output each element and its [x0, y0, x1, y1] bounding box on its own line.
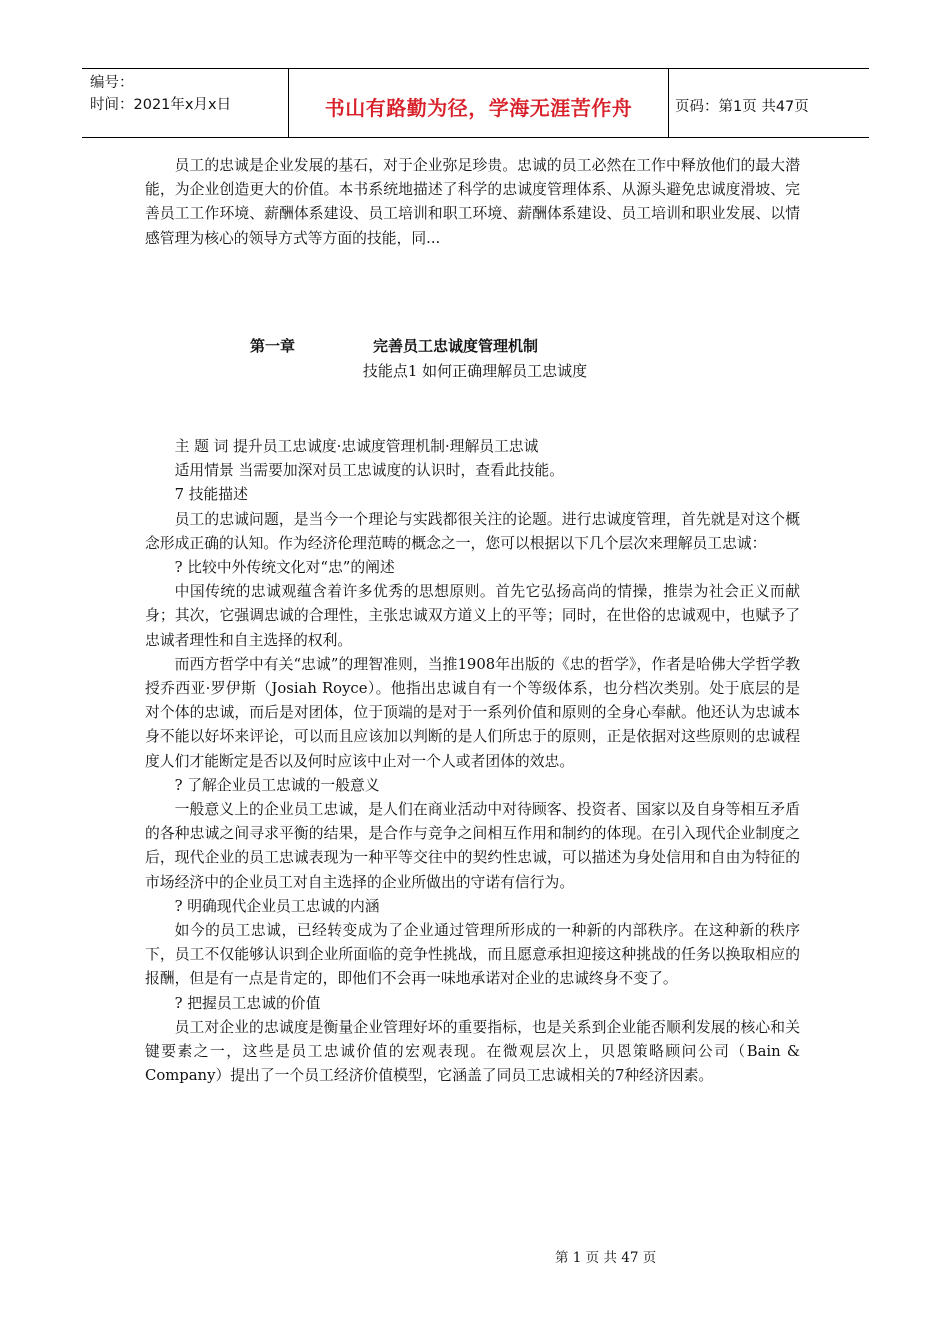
- intro-paragraph: 员工的忠诚是企业发展的基石，对于企业弥足珍贵。忠诚的员工必然在工作中释放他们的最大潜能，为企业创造更大的价值。本书系统地描述了科学的忠诚度管理体系、从源头避免忠诚度滑坡、完善员工工作环境、薪酬体系建设、员工培训和职工环境、薪酬体系建设、员工培训和职业发展、以情感管理为核心的领导方式等方面的技能，同...: [145, 157, 800, 247]
- document-time-label: 时间：2021年x月x日: [90, 97, 232, 113]
- document-number-label: 编号：: [90, 75, 134, 91]
- section-heading: ? 明确现代企业员工忠诚的内涵: [174, 897, 380, 915]
- section-heading: ? 了解企业员工忠诚的一般意义: [174, 776, 380, 794]
- skill-description-heading: 7 技能描述: [174, 486, 248, 504]
- section-heading: ? 把握员工忠诚的价值: [174, 994, 321, 1012]
- intro-section: [145, 154, 800, 251]
- body-paragraph: 如今的员工忠诚，已经转变成为了企业通过管理所形成的一种新的内部秩序。在这种新的秩序下，员工不仅能够认识到企业所面临的竞争性挑战，而且愿意承担迎接这种挑战的任务以换取相应的报酬，但是有一点是肯定的，即他们不会再一味地承诺对企业的忠诚终身不变了。: [145, 922, 800, 988]
- chapter-heading: [0, 335, 950, 359]
- skill-heading: 技能点1 如何正确理解员工忠诚度: [362, 362, 588, 380]
- keywords-line: 主 题 词 提升员工忠诚度·忠诚度管理机制·理解员工忠诚: [174, 438, 539, 455]
- body-paragraph: 员工对企业的忠诚度是衡量企业管理好坏的重要指标，也是关系到企业能否顺利发展的核心和关键要素之一，这些是员工忠诚价值的宏观表现。在微观层次上，贝恩策略顾问公司（Bain & Company）提出了一个员工经济价值模型，它涵盖了同员工忠诚相关的7种经济因素。: [145, 1018, 800, 1085]
- header-meta: [82, 69, 288, 137]
- body-paragraph: 而西方哲学中有关“忠诚”的理智准则，当推1908年出版的《忠的哲学》，作者是哈佛大学哲学教授乔西亚·罗伊斯（Josiah Royce）。他指出忠诚自有一个等级体系，也分档次类别。处于底层的是对个体的忠诚，而后是对团体，位于顶端的是对于一系列价值和原则的全身心奉献。他还认为忠诚本身不能以好坏来评论，可以而且应该加以判断的是人们所忠于的原则，正是依据对这些原则的忠诚程度人们才能断定是否以及何时应该中止对一个人或者团体的效忠。: [145, 655, 800, 770]
- chapter-title: 完善员工忠诚度管理机制: [373, 337, 539, 355]
- body-paragraph: 员工的忠诚问题，是当今一个理论与实践都很关注的论题。进行忠诚度管理，首先就是对这个概念形成正确的认知。作为经济伦理范畴的概念之一，您可以根据以下几个层次来理解员工忠诚：: [145, 510, 800, 552]
- header-page-label: 页码：第1页 共47页: [675, 98, 809, 115]
- body-paragraph: 中国传统的忠诚观蕴含着许多优秀的思想原则。首先它弘扬高尚的情操，推崇为社会正义而献身；其次，它强调忠诚的合理性，主张忠诚双方道义上的平等；同时，在世俗的忠诚观中，也赋予了忠诚者理性和自主选择的权利。: [145, 583, 800, 649]
- scenario-line: 适用情景 当需要加深对员工忠诚度的认识时，查看此技能。: [174, 462, 565, 480]
- chapter-number: 第一章: [250, 337, 296, 355]
- body-section: [145, 435, 800, 1088]
- footer-page-number: 第 1 页 共 47 页: [555, 1250, 657, 1266]
- page-header: [82, 68, 869, 138]
- body-paragraph: 一般意义上的企业员工忠诚，是人们在商业活动中对待顾客、投资者、国家以及自身等相互矛盾的各种忠诚之间寻求平衡的结果，是合作与竞争之间相互作用和制约的体现。在引入现代企业制度之后，现代企业的员工忠诚表现为一种平等交往中的契约性忠诚，可以描述为身处信用和自由为特征的市场经济中的企业员工对自主选择的企业所做出的守诺有信行为。: [145, 801, 800, 891]
- header-motto: 书山有路勤为径，学海无涯苦作舟: [288, 69, 669, 137]
- section-heading: ? 比较中外传统文化对“忠”的阐述: [174, 559, 395, 577]
